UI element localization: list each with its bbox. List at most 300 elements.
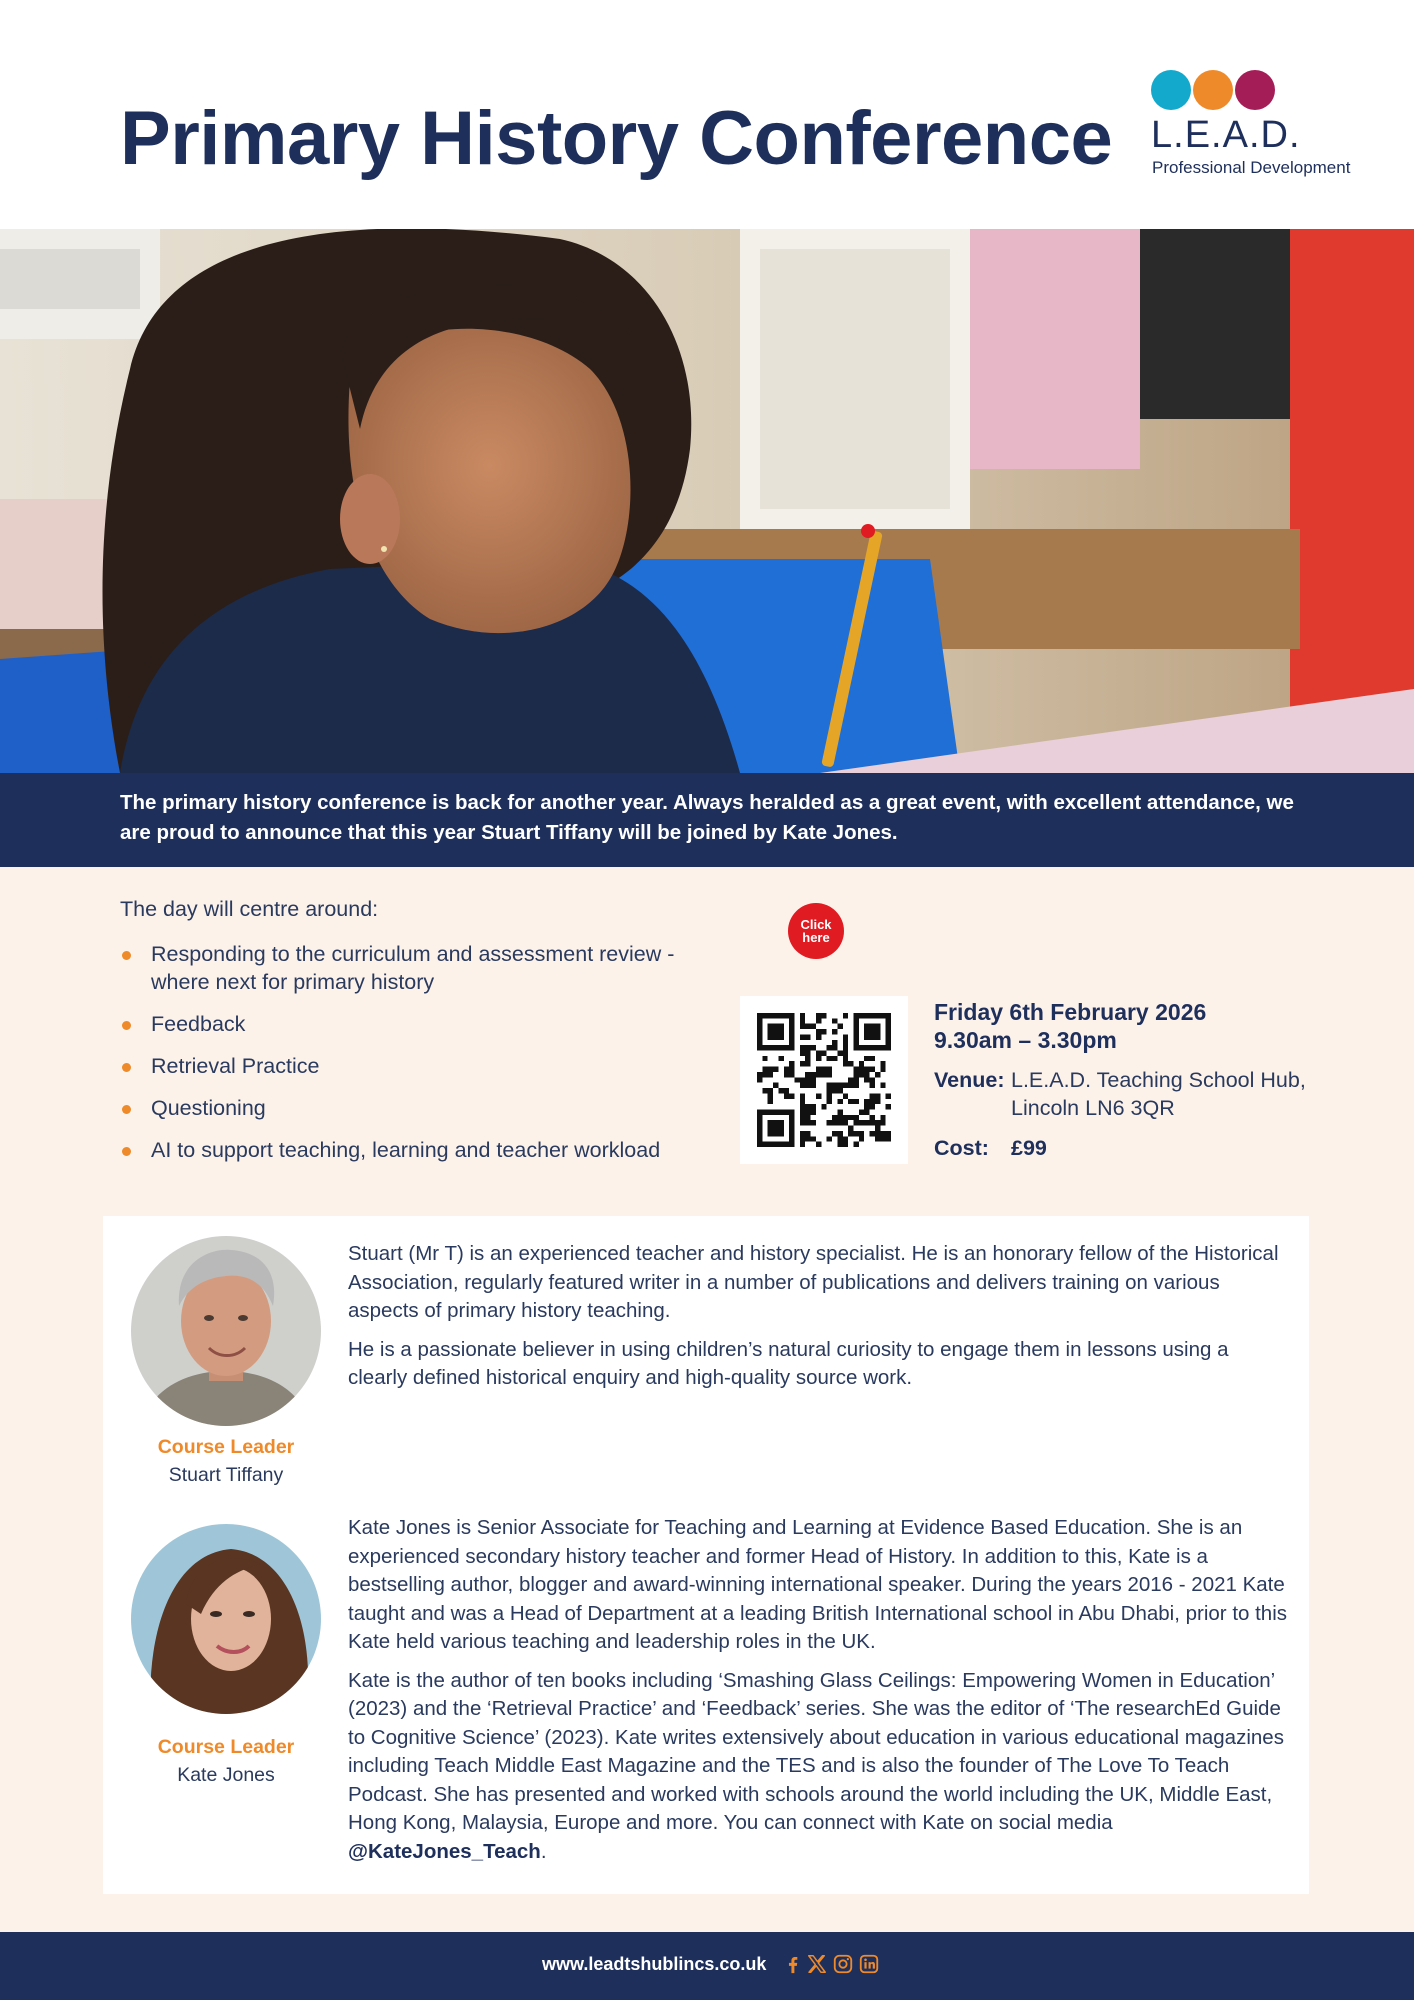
qr-module xyxy=(773,1024,778,1029)
qr-module xyxy=(853,1018,858,1023)
qr-module xyxy=(848,1126,853,1131)
qr-module xyxy=(757,1029,762,1034)
qr-module xyxy=(789,1040,794,1045)
qr-module xyxy=(789,1126,794,1131)
qr-module xyxy=(773,1034,778,1039)
qr-module xyxy=(811,1077,816,1082)
qr-module xyxy=(864,1045,869,1050)
qr-module xyxy=(768,1099,773,1104)
qr-module xyxy=(757,1109,762,1114)
qr-module xyxy=(805,1083,810,1088)
qr-module xyxy=(757,1077,762,1082)
qr-module xyxy=(843,1045,848,1050)
avatar-stuart xyxy=(131,1236,321,1426)
qr-module xyxy=(768,1072,773,1077)
qr-module xyxy=(778,1024,783,1029)
qr-module xyxy=(805,1072,810,1077)
qr-module xyxy=(859,1131,864,1136)
qr-module xyxy=(880,1131,885,1136)
qr-module xyxy=(880,1045,885,1050)
qr-module xyxy=(875,1045,880,1050)
linkedin-icon[interactable] xyxy=(858,1953,880,1977)
instagram-icon[interactable] xyxy=(832,1953,854,1977)
qr-module xyxy=(859,1136,864,1141)
intro-banner xyxy=(0,773,1414,867)
qr-module xyxy=(837,1099,842,1104)
qr-module xyxy=(762,1067,767,1072)
qr-module xyxy=(778,1045,783,1050)
qr-module xyxy=(773,1013,778,1018)
agenda-item xyxy=(120,940,700,996)
qr-module xyxy=(832,1056,837,1061)
bullet-icon xyxy=(122,1105,131,1114)
qr-module xyxy=(843,1056,848,1061)
avatar-kate xyxy=(131,1524,321,1714)
qr-module xyxy=(778,1131,783,1136)
qr-module xyxy=(870,1029,875,1034)
qr-module xyxy=(773,1109,778,1114)
qr-module xyxy=(853,1142,858,1147)
qr-module xyxy=(816,1051,821,1056)
bio-paragraph xyxy=(348,1667,1288,1867)
qr-module xyxy=(784,1142,789,1147)
qr-module xyxy=(789,1120,794,1125)
qr-module xyxy=(789,1142,794,1147)
qr-module xyxy=(773,1029,778,1034)
qr-module xyxy=(843,1013,848,1018)
qr-module xyxy=(848,1077,853,1082)
qr-module xyxy=(870,1034,875,1039)
qr-module xyxy=(832,1115,837,1120)
agenda-item-text: Responding to the curriculum and assessment review - where next for primary history xyxy=(151,942,675,994)
qr-module xyxy=(800,1061,805,1066)
qr-module xyxy=(827,1067,832,1072)
bullet-icon xyxy=(122,951,131,960)
qr-module xyxy=(853,1131,858,1136)
agenda-item-text: Retrieval Practice xyxy=(151,1054,320,1078)
qr-module xyxy=(853,1077,858,1082)
agenda-item-text: Feedback xyxy=(151,1012,246,1036)
bio-kate xyxy=(348,1514,1288,1876)
qr-module xyxy=(859,1067,864,1072)
qr-module xyxy=(859,1120,864,1125)
qr-module xyxy=(805,1045,810,1050)
qr-module xyxy=(805,1104,810,1109)
qr-module xyxy=(811,1083,816,1088)
qr-module xyxy=(853,1029,858,1034)
qr-module xyxy=(778,1013,783,1018)
qr-module xyxy=(805,1024,810,1029)
qr-module xyxy=(870,1093,875,1098)
venue-label: Venue: xyxy=(934,1068,1005,1092)
qr-module xyxy=(811,1109,816,1114)
qr-module xyxy=(870,1120,875,1125)
qr-module xyxy=(784,1045,789,1050)
qr-module xyxy=(832,1029,837,1034)
qr-module xyxy=(789,1136,794,1141)
qr-module xyxy=(864,1099,869,1104)
qr-module xyxy=(800,1018,805,1023)
qr-module xyxy=(832,1083,837,1088)
social-handle-link[interactable]: @KateJones_Teach xyxy=(348,1839,541,1863)
qr-module xyxy=(768,1142,773,1147)
qr-module xyxy=(800,1045,805,1050)
qr-module xyxy=(789,1072,794,1077)
qr-module xyxy=(789,1034,794,1039)
event-time: 9.30am – 3.30pm xyxy=(934,1027,1117,1053)
qr-module xyxy=(784,1109,789,1114)
qr-module xyxy=(816,1072,821,1077)
qr-module xyxy=(768,1088,773,1093)
qr-module xyxy=(832,1088,837,1093)
qr-module xyxy=(811,1104,816,1109)
qr-module xyxy=(870,1056,875,1061)
qr-module xyxy=(853,1013,858,1018)
qr-module xyxy=(864,1109,869,1114)
qr-module xyxy=(800,1142,805,1147)
qr-module xyxy=(886,1104,891,1109)
leader-name: Kate Jones xyxy=(177,1764,275,1786)
qr-module xyxy=(886,1040,891,1045)
qr-module xyxy=(843,1061,848,1066)
qr-module xyxy=(864,1067,869,1072)
qr-module xyxy=(816,1067,821,1072)
qr-module xyxy=(843,1093,848,1098)
qr-module xyxy=(757,1013,762,1018)
qr-module xyxy=(864,1104,869,1109)
qr-module xyxy=(864,1120,869,1125)
qr-module xyxy=(837,1024,842,1029)
qr-module xyxy=(821,1104,826,1109)
qr-module xyxy=(853,1120,858,1125)
qr-module xyxy=(800,1034,805,1039)
qr-module xyxy=(789,1018,794,1023)
lead-logo xyxy=(1150,68,1380,188)
bio-paragraph: He is a passionate believer in using children’s natural curiosity to engage them in lessons using a clearly defined historical enquiry and high-quality source work. xyxy=(348,1337,1229,1389)
qr-module xyxy=(848,1099,853,1104)
qr-module xyxy=(843,1136,848,1141)
x-icon[interactable] xyxy=(806,1953,828,1977)
qr-module xyxy=(875,1029,880,1034)
qr-module xyxy=(789,1109,794,1114)
qr-module xyxy=(800,1093,805,1098)
qr-module xyxy=(816,1056,821,1061)
qr-module xyxy=(859,1045,864,1050)
hero-photo xyxy=(0,229,1414,773)
qr-module xyxy=(848,1115,853,1120)
qr-module xyxy=(768,1013,773,1018)
qr-module xyxy=(886,1018,891,1023)
qr-module xyxy=(762,1013,767,1018)
qr-module xyxy=(762,1056,767,1061)
qr-module xyxy=(805,1136,810,1141)
website-link[interactable]: www.leadtshublincs.co.uk xyxy=(542,1954,767,1974)
qr-module xyxy=(880,1115,885,1120)
qr-module xyxy=(837,1115,842,1120)
qr-module xyxy=(816,1142,821,1147)
qr-module xyxy=(864,1029,869,1034)
qr-module xyxy=(870,1077,875,1082)
qr-module xyxy=(853,1099,858,1104)
qr-module xyxy=(886,1013,891,1018)
qr-module xyxy=(870,1115,875,1120)
qr-module xyxy=(778,1088,783,1093)
qr-module xyxy=(821,1067,826,1072)
click-here-button[interactable]: Click here xyxy=(788,903,844,959)
qr-module xyxy=(843,1120,848,1125)
qr-code-icon xyxy=(757,1013,891,1147)
qr-module xyxy=(875,1120,880,1125)
qr-module xyxy=(843,1083,848,1088)
bullet-icon xyxy=(122,1021,131,1030)
cost-value: £99 xyxy=(1011,1136,1047,1160)
qr-module xyxy=(832,1120,837,1125)
qr-module xyxy=(757,1131,762,1136)
qr-module xyxy=(795,1077,800,1082)
qr-module xyxy=(853,1083,858,1088)
qr-module xyxy=(848,1131,853,1136)
qr-module xyxy=(800,1109,805,1114)
qr-module xyxy=(875,1034,880,1039)
qr-module xyxy=(859,1061,864,1066)
qr-module xyxy=(805,1120,810,1125)
venue-line-2: Lincoln LN6 3QR xyxy=(1011,1096,1175,1120)
qr-module xyxy=(800,1083,805,1088)
qr-module xyxy=(880,1013,885,1018)
qr-module xyxy=(757,1024,762,1029)
qr-module xyxy=(827,1083,832,1088)
venue-line-1: L.E.A.D. Teaching School Hub, xyxy=(1011,1068,1306,1092)
qr-module xyxy=(848,1061,853,1066)
qr-module xyxy=(837,1120,842,1125)
qr-module xyxy=(800,1131,805,1136)
qr-module xyxy=(821,1051,826,1056)
qr-module xyxy=(870,1104,875,1109)
qr-module xyxy=(821,1013,826,1018)
agenda-item xyxy=(120,1052,700,1080)
qr-module xyxy=(805,1056,810,1061)
qr-module xyxy=(832,1045,837,1050)
qr-module xyxy=(880,1083,885,1088)
footer xyxy=(0,1932,1414,2000)
qr-module xyxy=(805,1061,810,1066)
qr-module xyxy=(827,1093,832,1098)
qr-module xyxy=(827,1056,832,1061)
qr-module xyxy=(886,1045,891,1050)
agenda-item-text: Questioning xyxy=(151,1096,266,1120)
qr-module xyxy=(870,1099,875,1104)
qr-module xyxy=(843,1051,848,1056)
bullet-icon xyxy=(122,1147,131,1156)
qr-module xyxy=(757,1018,762,1023)
qr-module xyxy=(843,1034,848,1039)
qr-module xyxy=(870,1045,875,1050)
qr-module xyxy=(789,1115,794,1120)
agenda-label: The day will centre around: xyxy=(120,897,379,921)
qr-module xyxy=(800,1077,805,1082)
qr-module xyxy=(875,1136,880,1141)
leader-role: Course Leader xyxy=(157,1436,295,1458)
qr-module xyxy=(811,1136,816,1141)
qr-module xyxy=(816,1018,821,1023)
qr-module xyxy=(864,1072,869,1077)
qr-module xyxy=(843,1040,848,1045)
qr-module xyxy=(886,1136,891,1141)
qr-module xyxy=(762,1109,767,1114)
qr-module xyxy=(832,1131,837,1136)
qr-module xyxy=(827,1120,832,1125)
qr-module xyxy=(784,1093,789,1098)
qr-module xyxy=(811,1045,816,1050)
qr-module xyxy=(837,1051,842,1056)
qr-module xyxy=(864,1056,869,1061)
qr-module xyxy=(800,1136,805,1141)
qr-module xyxy=(859,1109,864,1114)
qr-module xyxy=(848,1083,853,1088)
qr-module xyxy=(870,1083,875,1088)
qr-module xyxy=(784,1072,789,1077)
qr-module xyxy=(864,1013,869,1018)
qr-module xyxy=(864,1024,869,1029)
qr-module xyxy=(859,1013,864,1018)
stuart-portrait xyxy=(131,1236,321,1426)
qr-module xyxy=(789,1093,794,1098)
qr-module xyxy=(800,1099,805,1104)
qr-module xyxy=(805,1077,810,1082)
bio-stuart xyxy=(348,1240,1288,1403)
hero-photo-illustration xyxy=(0,229,1414,773)
qr-module xyxy=(853,1045,858,1050)
bio-end: . xyxy=(540,1839,547,1863)
qr-module xyxy=(886,1093,891,1098)
qr-module xyxy=(784,1067,789,1072)
qr-module xyxy=(870,1013,875,1018)
qr-module xyxy=(757,1120,762,1125)
qr-module xyxy=(757,1142,762,1147)
event-date: Friday 6th February 2026 xyxy=(934,999,1207,1025)
logo-dot-magenta xyxy=(1235,70,1275,110)
qr-module xyxy=(870,1067,875,1072)
qr-module xyxy=(784,1013,789,1018)
agenda-item xyxy=(120,1094,700,1122)
qr-module xyxy=(784,1088,789,1093)
qr-module xyxy=(789,1013,794,1018)
qr-module xyxy=(870,1131,875,1136)
agenda-item xyxy=(120,1136,700,1164)
qr-module xyxy=(757,1040,762,1045)
qr-module xyxy=(768,1126,773,1131)
qr-module xyxy=(805,1051,810,1056)
qr-module xyxy=(789,1061,794,1066)
qr-module xyxy=(768,1093,773,1098)
qr-module xyxy=(875,1072,880,1077)
qr-module xyxy=(800,1024,805,1029)
qr-module xyxy=(827,1088,832,1093)
qr-module xyxy=(832,1018,837,1023)
qr-module xyxy=(800,1013,805,1018)
qr-module xyxy=(789,1067,794,1072)
booking-qr-code[interactable] xyxy=(740,996,908,1164)
qr-module xyxy=(875,1024,880,1029)
qr-module xyxy=(886,1024,891,1029)
qr-module xyxy=(805,1131,810,1136)
qr-module xyxy=(837,1142,842,1147)
kate-portrait xyxy=(131,1524,321,1714)
qr-module xyxy=(875,1013,880,1018)
qr-module xyxy=(768,1045,773,1050)
qr-module xyxy=(762,1142,767,1147)
qr-module xyxy=(800,1104,805,1109)
logo-name: L.E.A.D. xyxy=(1151,114,1301,156)
qr-module xyxy=(768,1029,773,1034)
qr-module xyxy=(837,1088,842,1093)
qr-module xyxy=(789,1045,794,1050)
qr-module xyxy=(886,1029,891,1034)
qr-module xyxy=(821,1072,826,1077)
qr-module xyxy=(827,1045,832,1050)
qr-module xyxy=(816,1034,821,1039)
qr-module xyxy=(832,1040,837,1045)
agenda-item-text: AI to support teaching, learning and teacher workload xyxy=(151,1138,661,1162)
qr-module xyxy=(768,1034,773,1039)
qr-module xyxy=(773,1131,778,1136)
qr-module xyxy=(778,1034,783,1039)
qr-module xyxy=(778,1056,783,1061)
cost-label: Cost: xyxy=(934,1136,989,1160)
qr-module xyxy=(800,1115,805,1120)
qr-module xyxy=(773,1083,778,1088)
qr-module xyxy=(827,1099,832,1104)
qr-module xyxy=(853,1072,858,1077)
qr-module xyxy=(875,1099,880,1104)
qr-module xyxy=(773,1142,778,1147)
qr-module xyxy=(778,1109,783,1114)
logo-subtitle: Professional Development xyxy=(1152,158,1351,177)
qr-module xyxy=(800,1120,805,1125)
qr-module xyxy=(837,1083,842,1088)
qr-module xyxy=(762,1045,767,1050)
qr-module xyxy=(837,1109,842,1114)
qr-module xyxy=(768,1131,773,1136)
qr-module xyxy=(853,1067,858,1072)
qr-module xyxy=(773,1045,778,1050)
qr-module xyxy=(853,1040,858,1045)
qr-module xyxy=(853,1034,858,1039)
facebook-icon[interactable] xyxy=(782,1953,804,1977)
agenda-item xyxy=(120,1010,700,1038)
qr-module xyxy=(837,1136,842,1141)
qr-module xyxy=(762,1072,767,1077)
qr-module xyxy=(859,1072,864,1077)
qr-module xyxy=(768,1109,773,1114)
qr-module xyxy=(805,1109,810,1114)
qr-module xyxy=(768,1024,773,1029)
leader-name: Stuart Tiffany xyxy=(168,1464,284,1486)
qr-module xyxy=(816,1013,821,1018)
qr-module xyxy=(757,1045,762,1050)
logo-dot-orange xyxy=(1193,70,1233,110)
page-title: Primary History Conference xyxy=(120,96,1113,181)
logo-dot-teal xyxy=(1151,70,1191,110)
qr-module xyxy=(880,1136,885,1141)
qr-module xyxy=(875,1126,880,1131)
qr-module xyxy=(811,1120,816,1125)
intro-text: The primary history conference is back for another year. Always heralded as a great event, with excellent attendance, we are proud to announce that this year Stuart Tiffany will be joined by Kate Jones. xyxy=(120,791,1294,844)
qr-module xyxy=(773,1067,778,1072)
header xyxy=(0,0,1414,229)
qr-module xyxy=(827,1072,832,1077)
bio-paragraph: Kate Jones is Senior Associate for Teaching and Learning at Evidence Based Education. She is an experienced secondary history teacher and former Head of History. In addition to this, Kate is a bestselling author, blogger and award-winning international speaker. During the years 2016 - 2021 Kate taught and was a Head of Department at a leading British International school in Abu Dhabi, prior to this Kate held various teaching and leadership roles in the UK. xyxy=(348,1516,1288,1653)
